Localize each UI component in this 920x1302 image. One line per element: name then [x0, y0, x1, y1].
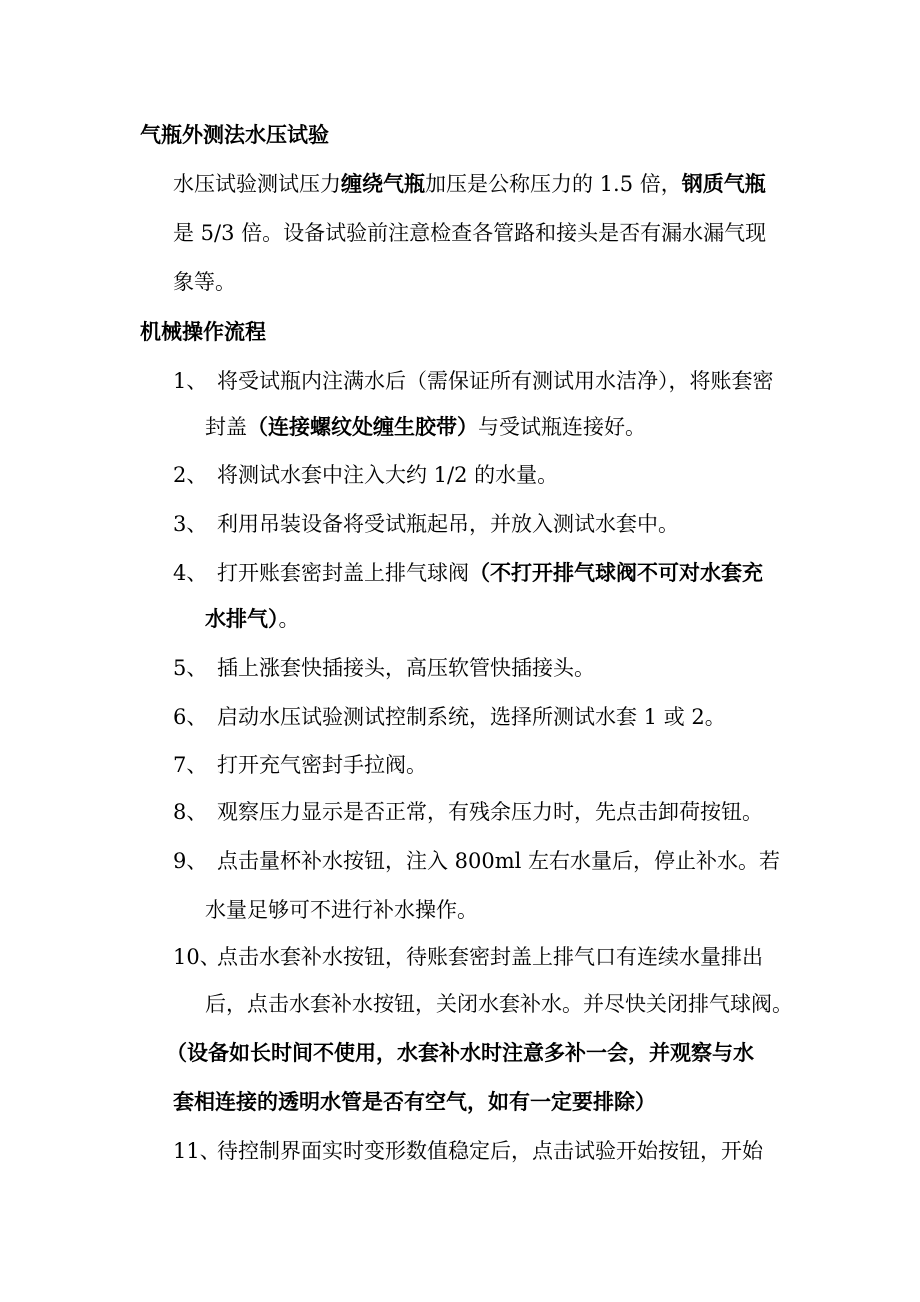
- step-text: 待控制界面实时变形数值稳定后，点击试验开始按钮，开始: [217, 1139, 763, 1163]
- step-text: 与受试瓶连接好。: [478, 415, 646, 439]
- intro-text: 水压试验测试压力: [173, 172, 341, 196]
- step-number: 3、: [173, 512, 208, 536]
- step-text: 将测试水套中注入大约 1/2 的水量。: [217, 463, 559, 487]
- step-1: [173, 367, 774, 395]
- step-text: 打开账套密封盖上排气球阀: [217, 561, 469, 585]
- intro-line-1: [173, 170, 766, 198]
- step-10-cont: 后，点击水套补水按钮，关闭水套补水。并尽快关闭排气球阀。: [205, 992, 793, 1016]
- step-number: 10、: [173, 945, 221, 969]
- step-text: 打开充气密封手拉阀。: [217, 753, 427, 777]
- section-title-operation-flow: 机械操作流程: [140, 320, 266, 344]
- step-8: [173, 798, 763, 826]
- intro-emphasis: 钢质气瓶: [681, 172, 766, 196]
- step-1-cont: [205, 413, 646, 441]
- step-10-note-line-2: 套相连接的透明水管是否有空气，如有一定要排除）: [173, 1090, 656, 1114]
- step-number: 2、: [173, 463, 208, 487]
- step-text: 点击水套补水按钮，待账套密封盖上排气口有连续水量排出: [217, 945, 763, 969]
- step-number: 4、: [173, 561, 208, 585]
- step-10-note-line-1: （设备如长时间不使用，水套补水时注意多补一会，并观察与水: [166, 1041, 754, 1065]
- step-9-cont: 水量足够可不进行补水操作。: [205, 898, 478, 922]
- step-2: [173, 461, 558, 489]
- step-7: [173, 751, 427, 779]
- step-number: 1、: [173, 369, 208, 393]
- step-11: [173, 1137, 763, 1165]
- step-3: [173, 510, 679, 538]
- intro-line-2: 是 5/3 倍。设备试验前注意检查各管路和接头是否有漏水漏气现: [173, 221, 767, 245]
- step-number: 6、: [173, 705, 208, 729]
- step-emphasis: （不打开排气球阀不可对水套充: [469, 561, 763, 585]
- step-emphasis: （连接螺纹处缠生胶带）: [247, 415, 478, 439]
- step-number: 8、: [173, 800, 208, 824]
- step-number: 9、: [173, 849, 208, 873]
- step-6: [173, 703, 726, 731]
- step-4-cont: [205, 605, 300, 633]
- step-9: [173, 847, 780, 875]
- step-text: 。: [278, 607, 300, 631]
- step-text: 利用吊装设备将受试瓶起吊，并放入测试水套中。: [217, 512, 679, 536]
- step-5: [173, 654, 595, 682]
- step-text: 启动水压试验测试控制系统，选择所测试水套 1 或 2。: [217, 705, 726, 729]
- step-text: 观察压力显示是否正常，有残余压力时，先点击卸荷按钮。: [217, 800, 763, 824]
- step-emphasis: 水排气）: [205, 607, 279, 631]
- intro-text: 加压是公称压力的 1.5 倍，: [425, 172, 682, 196]
- step-text: 插上涨套快插接头，高压软管快插接头。: [217, 656, 595, 680]
- step-number: 7、: [173, 753, 208, 777]
- section-title-hydrostatic-test: 气瓶外测法水压试验: [140, 123, 329, 147]
- step-text: 封盖: [205, 415, 247, 439]
- step-4: [173, 559, 763, 587]
- step-text: 将受试瓶内注满水后（需保证所有测试用水洁净），将账套密: [217, 369, 774, 393]
- step-number: 11、: [173, 1139, 221, 1163]
- step-number: 5、: [173, 656, 208, 680]
- intro-line-3: 象等。: [173, 270, 236, 294]
- step-text: 点击量杯补水按钮，注入 800ml 左右水量后，停止补水。若: [217, 849, 781, 873]
- step-10: [173, 943, 763, 971]
- intro-emphasis: 缠绕气瓶: [341, 172, 425, 196]
